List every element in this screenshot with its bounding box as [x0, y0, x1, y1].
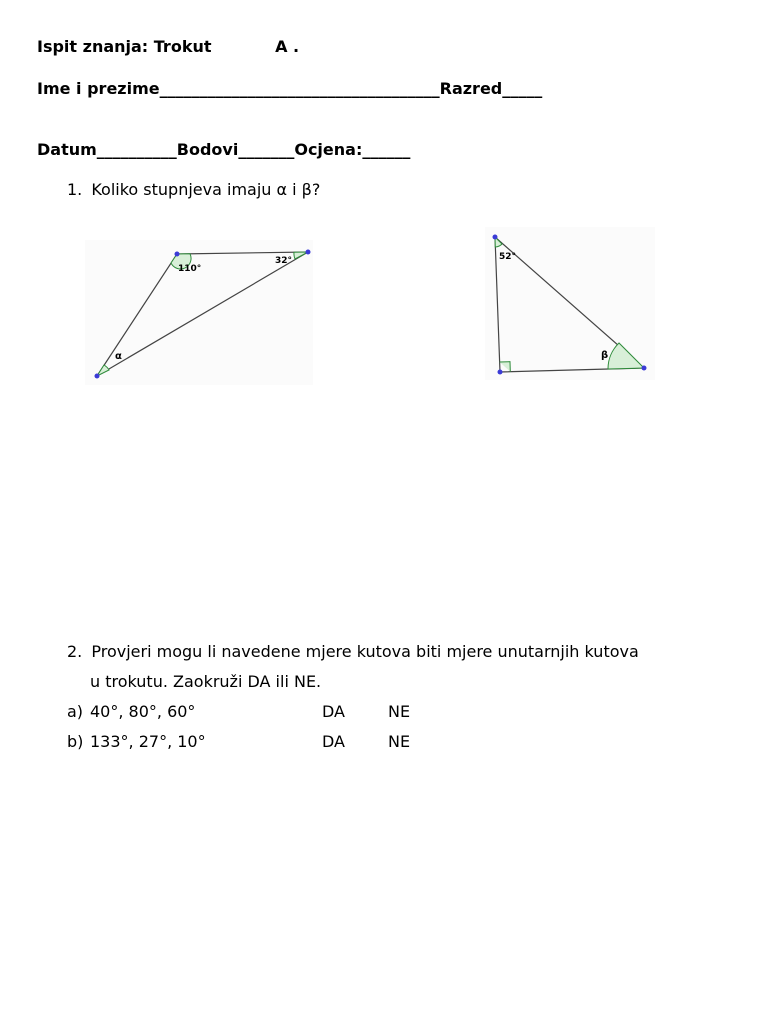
task2-question-line2: u trokutu. Zaokruži DA ili NE.	[90, 672, 322, 691]
vertex-point	[642, 366, 647, 371]
task2-number: 2.	[67, 642, 83, 661]
exam-variant: A .	[275, 37, 300, 56]
date-points-grade-line: Datum__________Bodovi_______Ocjena:______	[37, 140, 411, 159]
name-class-line: Ime i prezime___________________________________Razred_____	[37, 79, 543, 98]
label-alpha: α	[115, 351, 122, 362]
vertex-point	[493, 235, 498, 240]
triangle-figure-2	[480, 225, 660, 385]
answer-yes-option[interactable]: DA	[322, 732, 345, 751]
exam-title: Ispit znanja: Trokut	[37, 37, 212, 56]
label-110: 110°	[178, 264, 202, 274]
task1-number: 1.	[67, 180, 83, 199]
vertex-point	[498, 370, 503, 375]
answer-row-a	[67, 702, 411, 721]
vertex-point	[95, 374, 100, 379]
vertex-point	[175, 252, 180, 257]
item-label: b)	[67, 732, 84, 751]
answer-no-option[interactable]: NE	[388, 702, 411, 721]
label-52: 52°	[499, 252, 517, 262]
triangle-figure-1	[80, 235, 320, 390]
task2-question-line1	[67, 642, 639, 661]
label-32: 32°	[275, 256, 293, 266]
label-beta: β	[601, 350, 609, 361]
item-label: a)	[67, 702, 84, 721]
exam-title-line	[37, 37, 299, 56]
item-angles: 133°, 27°, 10°	[90, 732, 206, 751]
answer-yes-option[interactable]: DA	[322, 702, 345, 721]
answer-no-option[interactable]: NE	[388, 732, 411, 751]
vertex-point	[306, 250, 311, 255]
answer-row-b	[67, 732, 411, 751]
task1-text: Koliko stupnjeva imaju α i β?	[91, 180, 321, 199]
item-angles: 40°, 80°, 60°	[90, 702, 196, 721]
task2-text-1: Provjeri mogu li navedene mjere kutova biti mjere unutarnjih kutova	[91, 642, 639, 661]
task1-question	[67, 180, 320, 199]
